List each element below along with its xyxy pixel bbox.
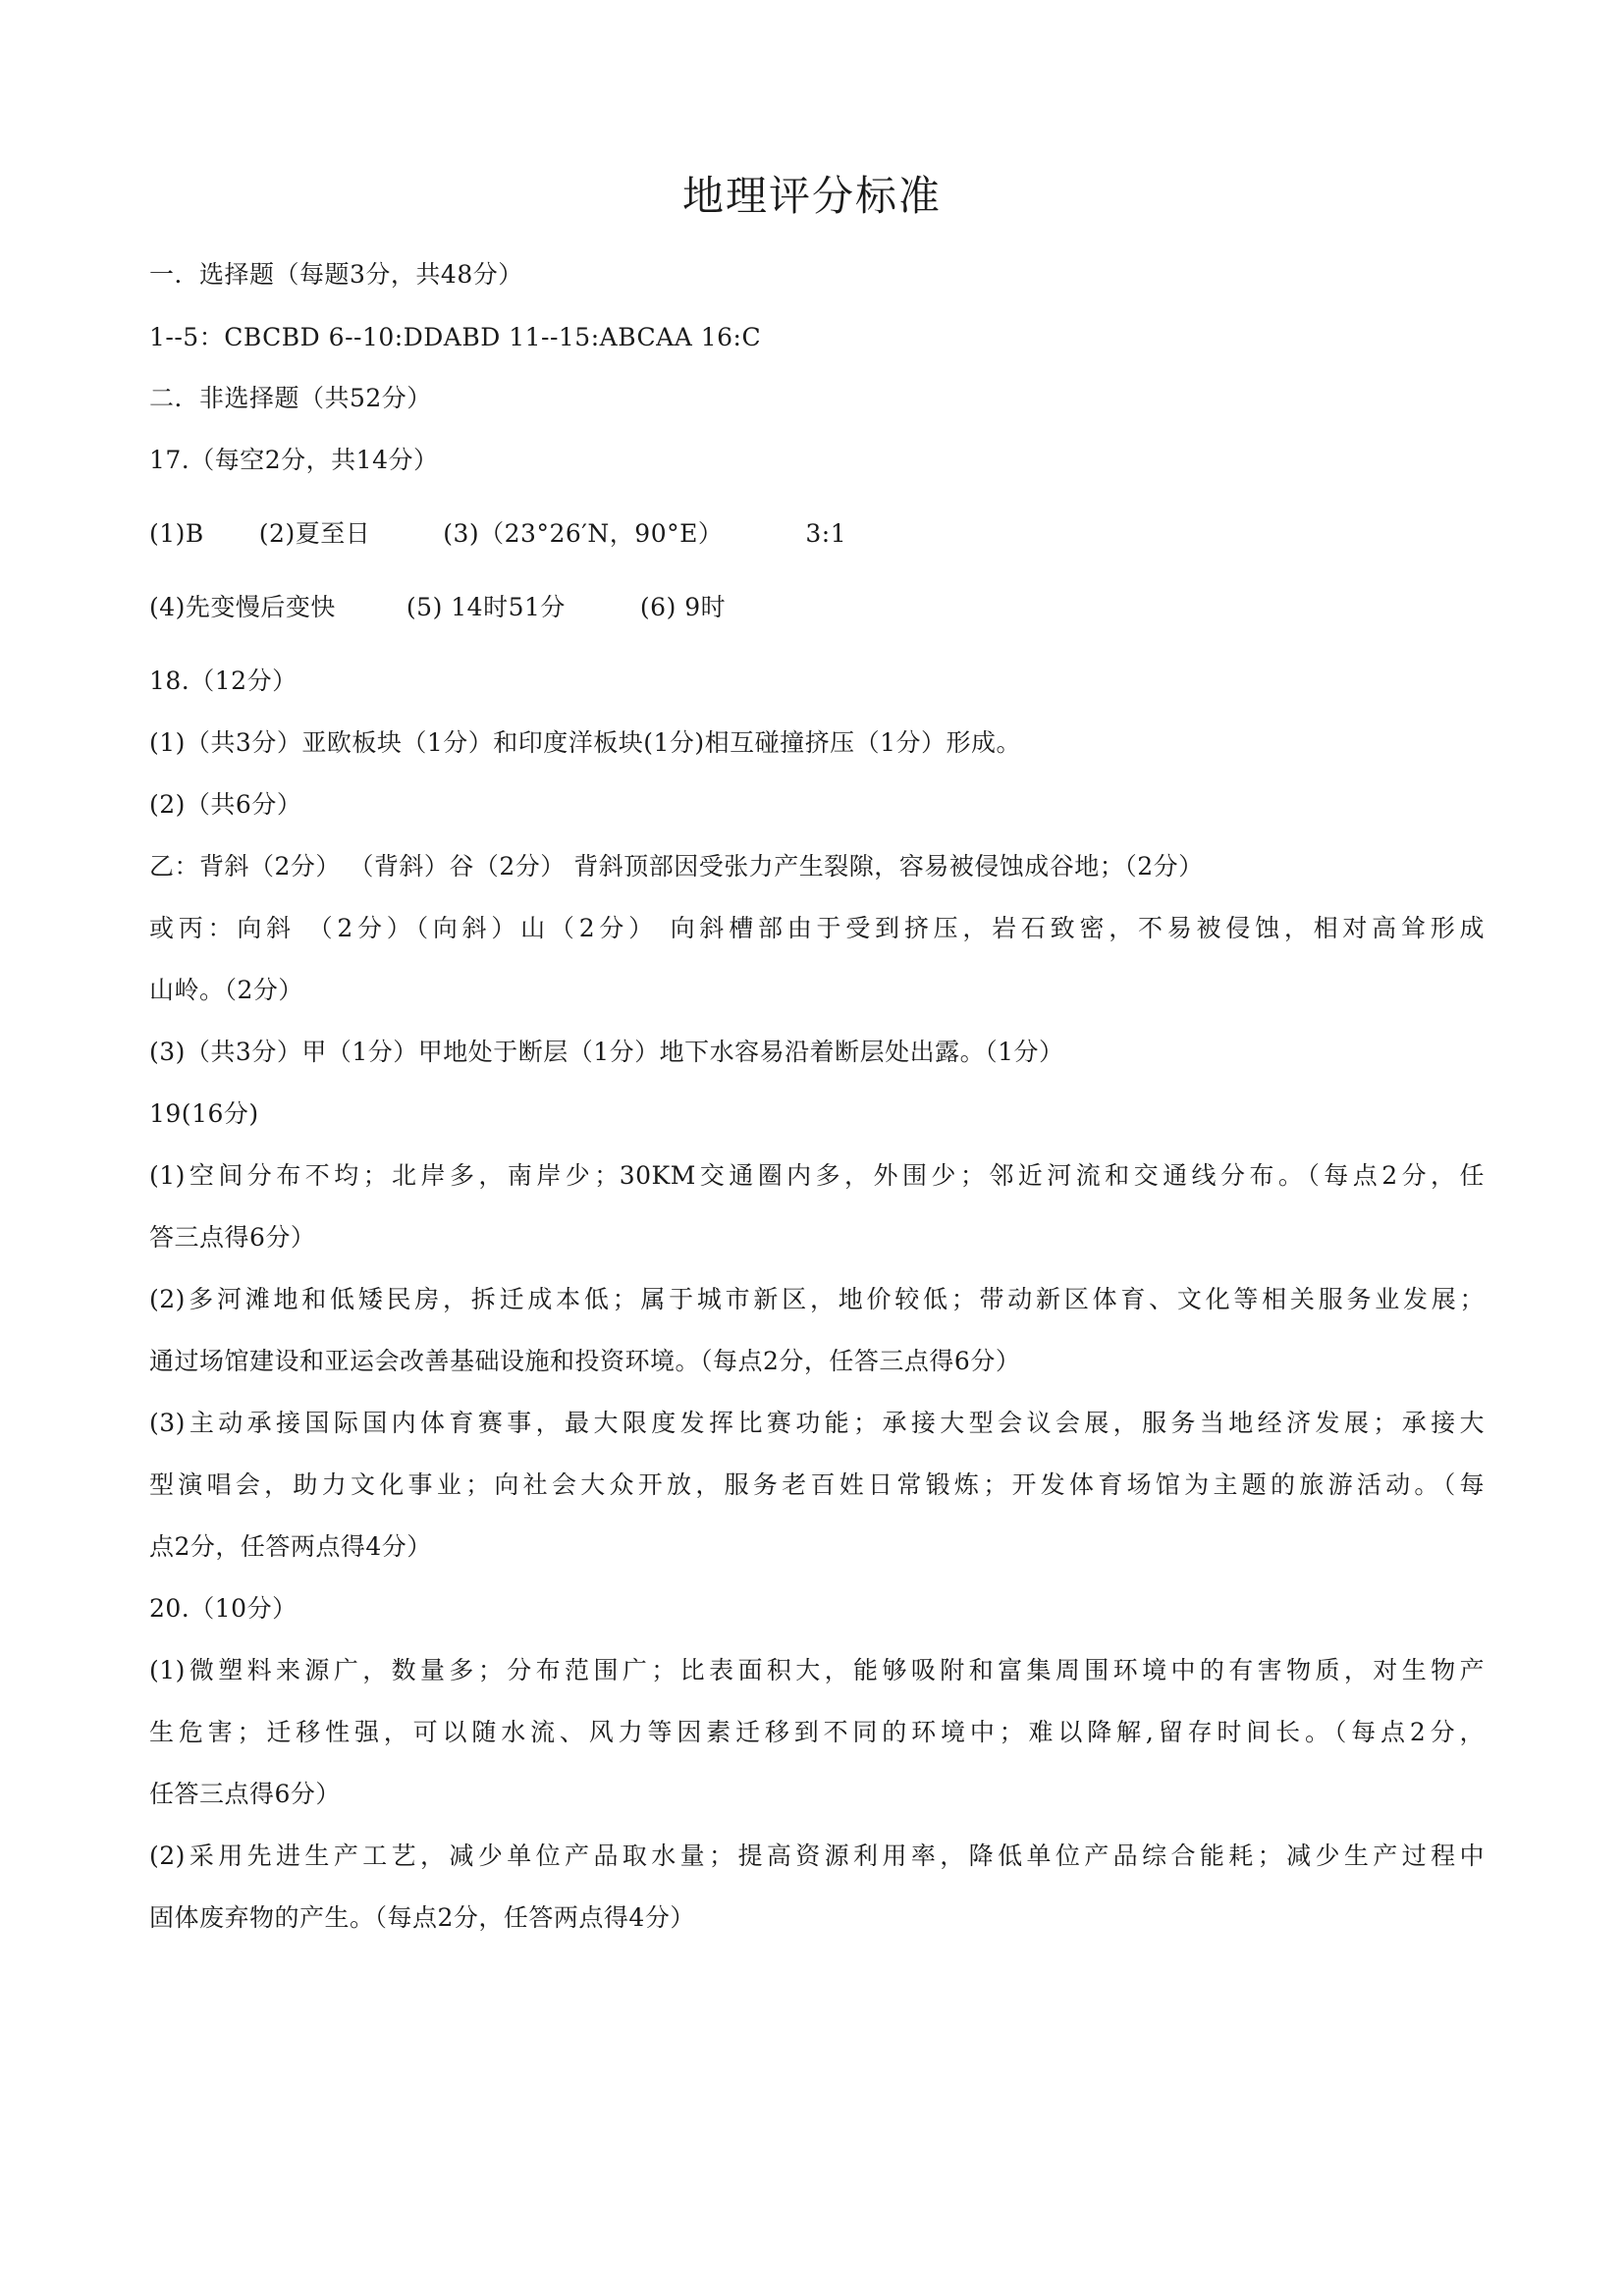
q19-part-3-cont-2: 点2分，任答两点得4分） [149,1532,432,1561]
q19-part-3-cont: 型演唱会，助力文化事业；向社会大众开放，服务老百姓日常锻炼；开发体育场馆为主题的旅游活动。（每 [149,1470,1485,1499]
q17-ratio: 3:1 [805,519,847,548]
q17-1: (1)B [149,519,204,548]
q20-part-1-cont-2: 任答三点得6分） [149,1780,341,1808]
q20-heading: 20.（10分） [149,1594,298,1623]
section-1-heading: 一．选择题（每题3分，共48分） [149,260,523,289]
choice-answers: 1--5：CBCBD 6--10:DDABD 11--15:ABCAA 16:C [149,323,762,351]
q18-part-1: (1)（共3分）亚欧板块（1分）和印度洋板块(1分)相互碰撞挤压（1分）形成。 [149,728,1022,757]
q19-part-1: (1)空间分布不均；北岸多，南岸少；30KM交通圈内多，外围少；邻近河流和交通线分布。（每点2分，任 [149,1161,1485,1190]
q20-part-2: (2)采用先进生产工艺，减少单位产品取水量；提高资源利用率，降低单位产品综合能耗；减少生产过程中 [149,1842,1485,1870]
q18-part-2-yi: 乙：背斜（2分） （背斜）谷（2分） 背斜顶部因受张力产生裂隙，容易被侵蚀成谷地；（2分） [149,852,1204,881]
q18-heading: 18.（12分） [149,667,298,695]
q19-part-2: (2)多河滩地和低矮民房，拆迁成本低；属于城市新区，地价较低；带动新区体育、文化等相关服务业发展； [149,1285,1485,1313]
q20-part-1-cont: 生危害；迁移性强，可以随水流、风力等因素迁移到不同的环境中；难以降解,留存时间长。（每点2分， [149,1718,1485,1746]
q17-heading: 17.（每空2分，共14分） [149,446,439,474]
q17-answers-row-1 [149,516,1485,552]
section-2-heading: 二．非选择题（共52分） [149,384,432,412]
q18-part-3: (3)（共3分）甲（1分）甲地处于断层（1分）地下水容易沿着断层处出露。（1分） [149,1038,1064,1066]
q18-part-2-heading: (2)（共6分） [149,790,302,819]
q18-part-2-bing-cont: 山岭。（2分） [149,976,303,1004]
q19-part-2-cont: 通过场馆建设和亚运会改善基础设施和投资环境。（每点2分，任答三点得6分） [149,1347,1021,1375]
q17-4: (4)先变慢后变快 [149,593,336,621]
q17-3: (3)（23°26′N，90°E） [443,519,724,548]
page-title: 地理评分标准 [681,172,942,220]
q19-heading: 19(16分) [149,1099,259,1128]
q19-part-3: (3)主动承接国际国内体育赛事，最大限度发挥比赛功能；承接大型会议会展，服务当地经济发展；承接大 [149,1409,1485,1437]
q19-part-1-cont: 答三点得6分） [149,1223,316,1252]
q18-part-2-bing: 或丙：向斜 （2分）（向斜）山（2分） 向斜槽部由于受到挤压，岩石致密，不易被侵蚀，相对高耸形成 [149,914,1485,942]
q20-part-1: (1)微塑料来源广，数量多；分布范围广；比表面积大，能够吸附和富集周围环境中的有害物质，对生物产 [149,1656,1485,1684]
q17-6: (6) 9时 [639,593,727,621]
q20-part-2-cont: 固体废弃物的产生。（每点2分，任答两点得4分） [149,1903,695,1932]
q17-2: (2)夏至日 [258,519,371,548]
q17-5: (5) 14时51分 [406,593,566,621]
q17-answers-row-2 [149,590,1485,625]
